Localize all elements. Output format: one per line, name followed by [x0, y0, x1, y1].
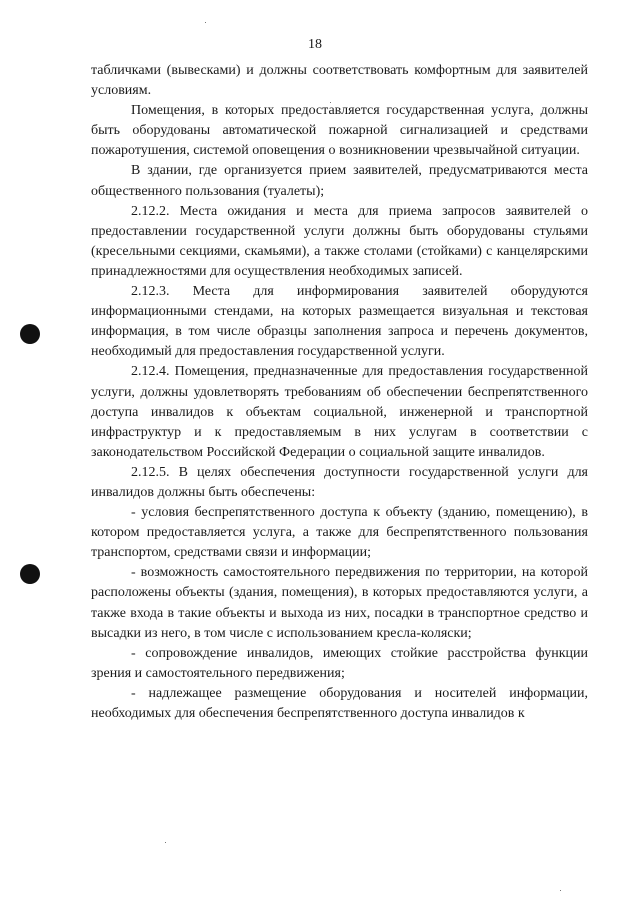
scan-speck: [330, 102, 331, 103]
punch-hole-top: [20, 324, 40, 344]
scan-speck: [205, 22, 206, 23]
scan-speck: [165, 842, 166, 843]
paragraph-2-12-4: 2.12.4. Помещения, предназначенные для предоставления государственной услуги, должны удовлетворять требованиям об обеспечении беспрепятственного доступа инвалидов к объектам социальной, инженерной и транспортной инфраструктур и к предоставляемым в них услугам в соответствии с законодательством Российской Федерации о социальной защите инвалидов.: [91, 364, 588, 460]
page-number: 18: [308, 37, 322, 52]
paragraph-public-facilities: В здании, где организуется прием заявителей, предусматриваются места общественного пользования (туалеты);: [91, 163, 588, 199]
list-item-equipment-placement: - надлежащее размещение оборудования и носителей информации, необходимых для обеспечения беспрепятственного доступа инвалидов к: [91, 685, 588, 721]
punch-hole-bottom: [20, 564, 40, 584]
paragraph-2-12-2: 2.12.2. Места ожидания и места для приема запросов заявителей о предоставлении государственной услуги должны быть оборудованы стульями (кресельными секциями, скамьями), а также столами (стойками) с канцелярскими принадлежностями для осуществления необходимых записей.: [91, 203, 588, 279]
paragraph-fire-safety: Помещения, в которых предоставляется государственная услуга, должны быть оборудованы автоматической пожарной сигнализацией и средствами пожаротушения, системой оповещения о возникновении чрезвычайной ситуации.: [91, 103, 588, 159]
list-item-access-conditions: - условия беспрепятственного доступа к объекту (зданию, помещению), в котором предоставляется услуга, а также для беспрепятственного пользования транспортом, средствами связи и информации;: [91, 505, 588, 561]
list-item-escort: - сопровождение инвалидов, имеющих стойкие расстройства функции зрения и самостоятельного передвижения;: [91, 645, 588, 681]
paragraph-continuation: табличками (вывесками) и должны соответствовать комфортным для заявителей условиям.: [91, 63, 588, 99]
paragraph-2-12-5: 2.12.5. В целях обеспечения доступности государственной услуги для инвалидов должны быть обеспечены:: [91, 464, 588, 500]
list-item-movement: - возможность самостоятельного передвижения по территории, на которой расположены объекты (здания, помещения), в которых предоставляются услуги, а также входа в такие объекты и выхода из них, посадки в транспортное средство и высадки из него, в том числе с использованием кресла-коляски;: [91, 565, 588, 641]
paragraph-2-12-3: 2.12.3. Места для информирования заявителей оборудуются информационными стендами, на которых размещается визуальная и текстовая информация, в том числе образцы заполнения запроса и перечень документов, необходимый для предоставления государственной услуги.: [91, 284, 588, 360]
scan-speck: [560, 890, 561, 891]
document-body: [91, 61, 588, 724]
